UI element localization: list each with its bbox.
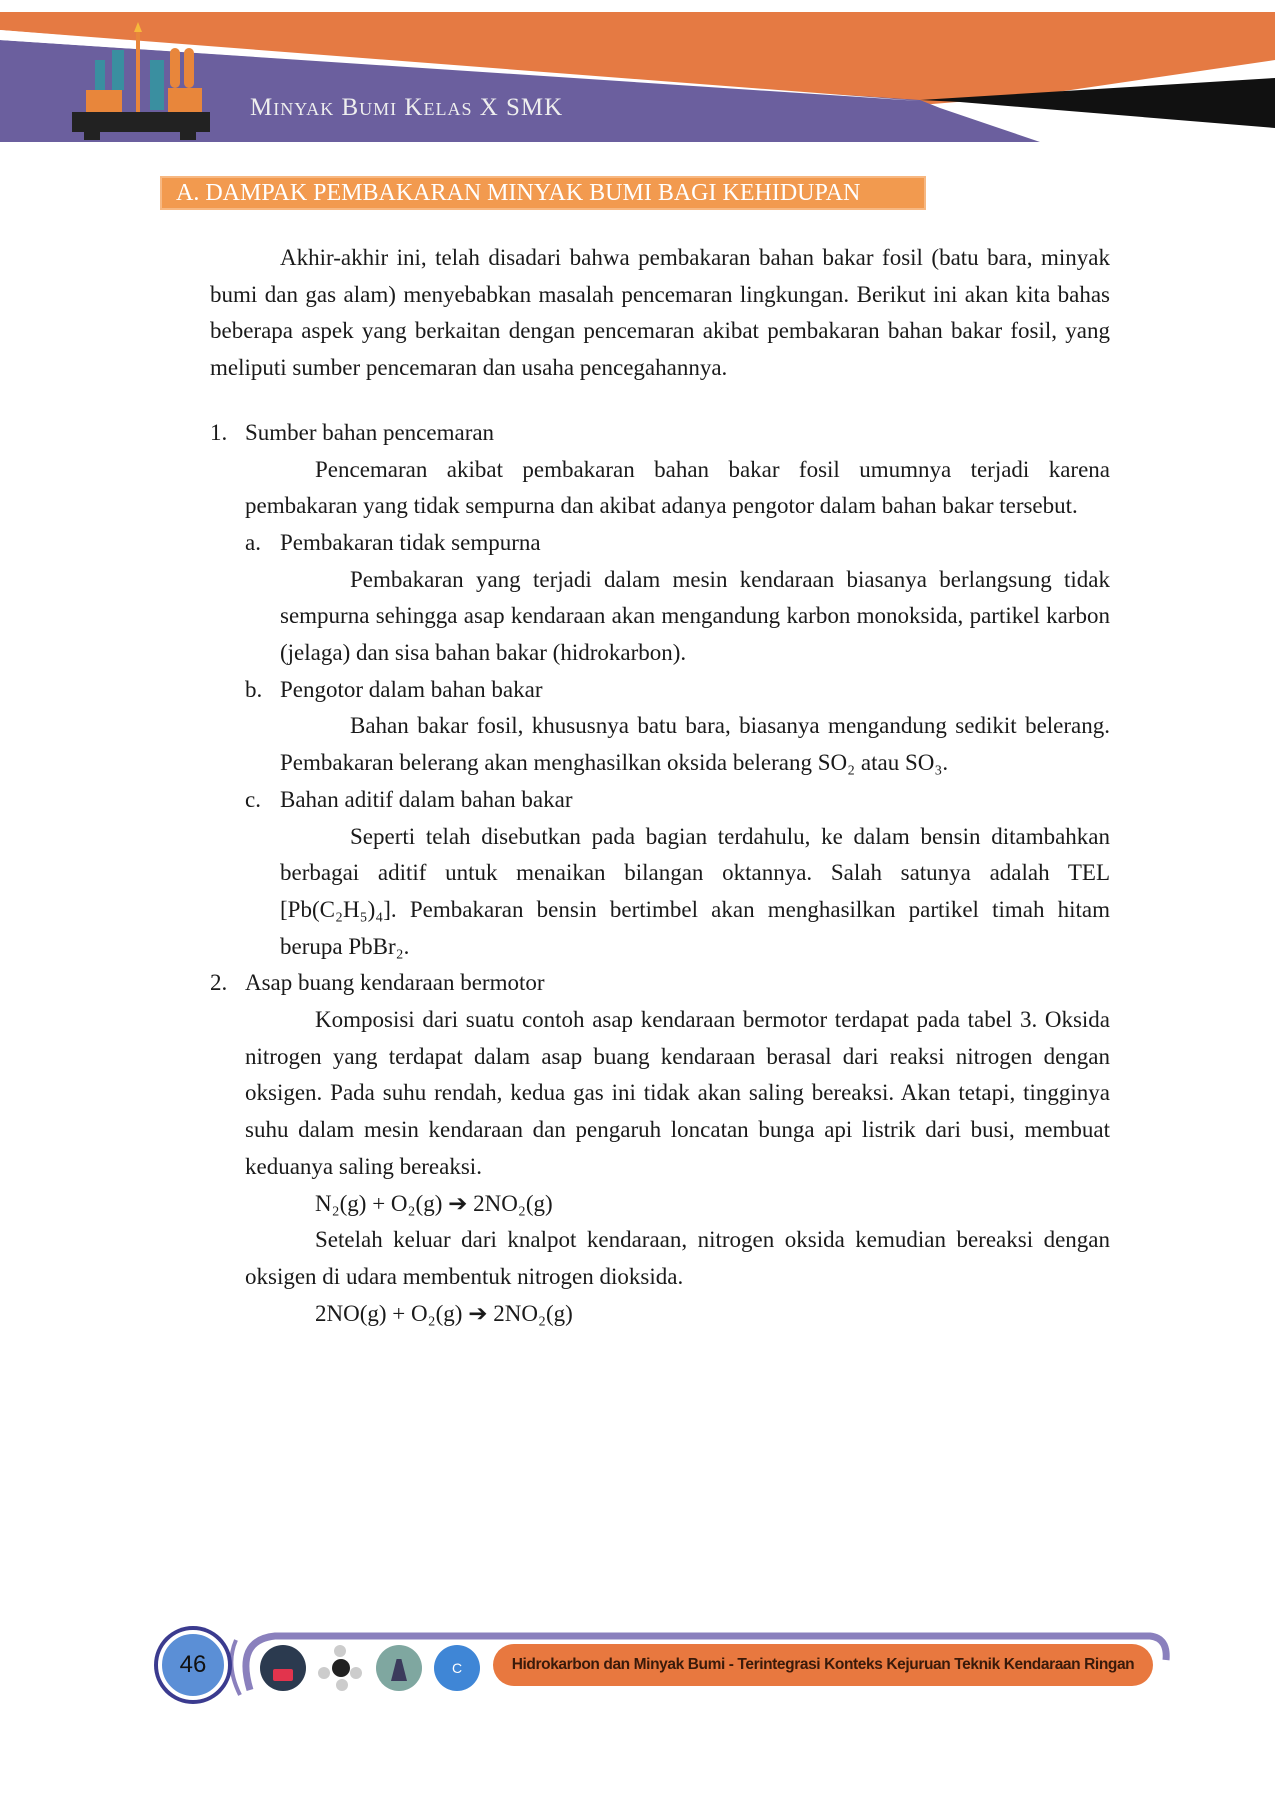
footer-book-title: Hidrokarbon dan Minyak Bumi - Terintegrasi Konteks Kejuruan Teknik Kendaraan Ringan: [493, 1644, 1153, 1686]
carbon-atom-icon: C: [434, 1645, 480, 1691]
sub-item-c: [210, 782, 1110, 966]
list-letter: b.: [245, 676, 263, 702]
sub-item-title: Pengotor dalam bahan bakar: [280, 676, 543, 702]
list-number: 1.: [210, 419, 228, 445]
sub-item-a: [210, 525, 1110, 672]
list-item-title: Sumber bahan pencemaran: [245, 419, 495, 445]
equation-1: N₂(g) + O₂(g) ➔ 2NO₂(g): [315, 1190, 553, 1216]
paragraph: Bahan bakar fosil, khususnya batu bara, biasanya mengandung sedikit belerang. Pembakaran belerang akan menghasilkan oksida belerang SO₂ atau SO₃.: [280, 713, 1110, 776]
header-banner: [0, 0, 1275, 150]
beaker-icon: [376, 1645, 422, 1691]
list-letter: c.: [245, 786, 261, 812]
content: [210, 240, 1110, 1332]
list-item-title: Asap buang kendaraan bermotor: [245, 970, 545, 996]
list-item-2: [210, 965, 1110, 1332]
intro-paragraph: Akhir-akhir ini, telah disadari bahwa pembakaran bahan bakar fosil (batu bara, minyak bumi dan gas alam) menyebabkan masalah pencemaran lingkungan. Berikut ini akan kita bahas beberapa aspek yang berkaitan dengan pencemaran akibat pembakaran bahan bakar fosil, yang meliputi sumber pencemaran dan usaha pencegahannya.: [210, 245, 1110, 381]
header-title: Minyak Bumi Kelas X SMK: [250, 94, 564, 121]
flask-icon: [260, 1645, 306, 1691]
sub-item-b: [210, 672, 1110, 782]
paragraph: Komposisi dari suatu contoh asap kendaraan bermotor terdapat pada tabel 3. Oksida nitrogen yang terdapat dalam asap buang kendaraan berasal dari reaksi nitrogen dengan oksigen. Pada suhu rendah, kedua gas ini tidak akan saling bereaksi. Akan tetapi, tingginya suhu dalam mesin kendaraan dan pengaruh loncatan bunga api listrik dari busi, membuat keduanya saling bereaksi.: [245, 1007, 1110, 1179]
paragraph: Pembakaran yang terjadi dalam mesin kendaraan biasanya berlangsung tidak sempurna sehingga asap kendaraan akan mengandung karbon monoksida, partikel karbon (jelaga) dan sisa bahan bakar (hidrokarbon).: [280, 566, 1110, 666]
molecule-icon: [318, 1645, 364, 1691]
list-number: 2.: [210, 970, 228, 996]
list-letter: a.: [245, 529, 261, 555]
section-title: A. DAMPAK PEMBAKARAN MINYAK BUMI BAGI KEHIDUPAN: [160, 176, 926, 210]
paragraph: Setelah keluar dari knalpot kendaraan, nitrogen oksida kemudian bereaksi dengan oksigen di udara membentuk nitrogen dioksida.: [245, 1227, 1110, 1289]
page-number: 46: [158, 1630, 228, 1700]
list-item-1: [210, 415, 1110, 525]
paragraph: Pencemaran akibat pembakaran bahan bakar fosil umumnya terjadi karena pembakaran yang tidak sempurna dan akibat adanya pengotor dalam bahan bakar tersebut.: [245, 456, 1110, 519]
sub-item-title: Pembakaran tidak sempurna: [280, 529, 541, 555]
equation-2: 2NO(g) + O₂(g) ➔ 2NO₂(g): [315, 1300, 573, 1326]
paragraph: Seperti telah disebutkan pada bagian terdahulu, ke dalam bensin ditambahkan berbagai aditif untuk menaikan bilangan oktannya. Salah satunya adalah TEL [Pb(C₂H₅)₄]. Pembakaran bensin bertimbel akan menghasilkan partikel timah hitam berupa PbBr₂.: [280, 823, 1110, 959]
sub-item-title: Bahan aditif dalam bahan bakar: [280, 786, 573, 812]
